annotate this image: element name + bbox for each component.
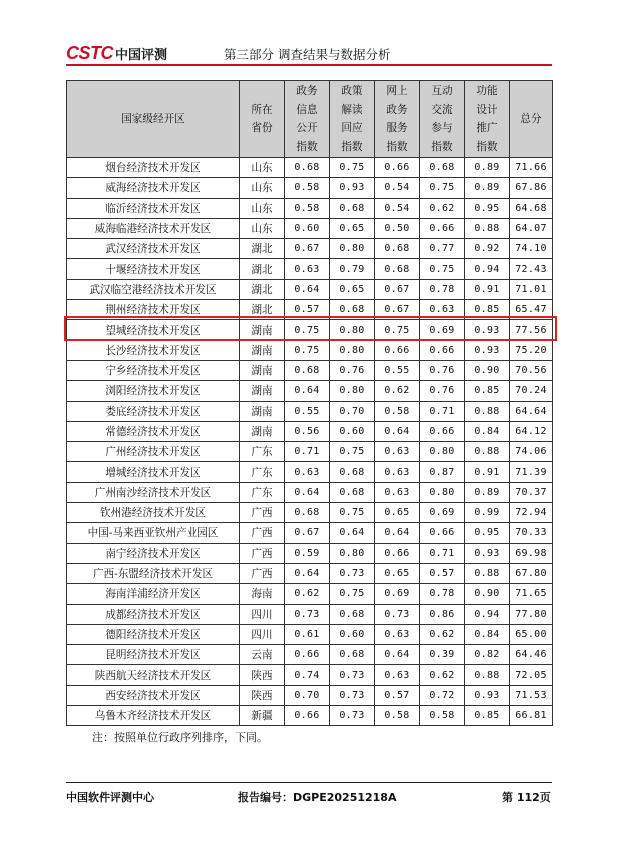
- score-cell: 0.64: [285, 381, 330, 401]
- table-row: [67, 360, 553, 380]
- score-cell: 0.60: [330, 421, 375, 441]
- score-cell: 0.64: [375, 523, 420, 543]
- logo-text: 中国评测: [115, 47, 168, 63]
- zone-name-cell: 武汉临空港经济技术开发区: [67, 279, 240, 299]
- column-header: 政策 解读 回应 指数: [330, 81, 375, 158]
- score-cell: 77.56: [510, 320, 553, 340]
- score-cell: 0.71: [420, 401, 465, 421]
- province-cell: 湖南: [240, 421, 285, 441]
- score-cell: 0.64: [285, 279, 330, 299]
- score-cell: 66.81: [510, 706, 553, 726]
- score-cell: 0.70: [285, 685, 330, 705]
- score-cell: 0.75: [420, 259, 465, 279]
- footer-page-number: 第 112页: [502, 791, 551, 804]
- table-row: [67, 685, 553, 705]
- score-cell: 0.70: [330, 401, 375, 421]
- table-row: [67, 340, 553, 360]
- score-cell: 0.75: [330, 584, 375, 604]
- zone-name-cell: 中国-马来西亚钦州产业园区: [67, 523, 240, 543]
- table-row: [67, 624, 553, 644]
- score-cell: 0.65: [330, 279, 375, 299]
- score-cell: 0.64: [285, 563, 330, 583]
- score-cell: 64.07: [510, 218, 553, 238]
- score-cell: 0.57: [285, 300, 330, 320]
- score-cell: 0.69: [420, 503, 465, 523]
- score-cell: 64.68: [510, 198, 553, 218]
- score-cell: 0.63: [375, 665, 420, 685]
- score-cell: 0.78: [420, 279, 465, 299]
- zone-name-cell: 海南洋浦经济开发区: [67, 584, 240, 604]
- zone-name-cell: 威海临港经济技术开发区: [67, 218, 240, 238]
- score-cell: 0.56: [285, 421, 330, 441]
- zone-name-cell: 望城经济技术开发区: [67, 320, 240, 340]
- province-cell: 湖南: [240, 401, 285, 421]
- province-cell: 陕西: [240, 665, 285, 685]
- zone-name-cell: 常德经济技术开发区: [67, 421, 240, 441]
- score-cell: 0.88: [465, 563, 510, 583]
- score-cell: 0.78: [420, 584, 465, 604]
- score-cell: 72.05: [510, 665, 553, 685]
- score-cell: 0.62: [375, 381, 420, 401]
- score-cell: 67.86: [510, 178, 553, 198]
- zone-name-cell: 西安经济技术开发区: [67, 685, 240, 705]
- score-cell: 0.75: [330, 442, 375, 462]
- score-cell: 0.68: [375, 239, 420, 259]
- score-cell: 0.60: [285, 218, 330, 238]
- table-row: [67, 503, 553, 523]
- province-cell: 广西: [240, 503, 285, 523]
- score-cell: 0.66: [285, 706, 330, 726]
- table-row: [67, 158, 553, 178]
- score-cell: 0.79: [330, 259, 375, 279]
- score-cell: 0.55: [285, 401, 330, 421]
- score-cell: 67.80: [510, 563, 553, 583]
- score-cell: 0.63: [285, 462, 330, 482]
- score-cell: 0.63: [375, 462, 420, 482]
- province-cell: 湖北: [240, 279, 285, 299]
- score-cell: 0.66: [375, 158, 420, 178]
- score-cell: 0.64: [375, 421, 420, 441]
- table-row: [67, 381, 553, 401]
- score-cell: 0.66: [420, 421, 465, 441]
- score-cell: 0.77: [420, 239, 465, 259]
- province-cell: 广西: [240, 543, 285, 563]
- score-cell: 0.65: [375, 563, 420, 583]
- table-row: [67, 482, 553, 502]
- footer-divider: [66, 782, 552, 783]
- score-cell: 64.64: [510, 401, 553, 421]
- score-cell: 0.88: [465, 442, 510, 462]
- footer-report-number: 报告编号：DGPE20251218A: [238, 791, 397, 804]
- column-header: 功能 设计 推广 指数: [465, 81, 510, 158]
- table-row: [67, 239, 553, 259]
- score-cell: 0.63: [285, 259, 330, 279]
- province-cell: 湖南: [240, 320, 285, 340]
- score-cell: 0.80: [330, 239, 375, 259]
- score-cell: 0.88: [465, 401, 510, 421]
- score-cell: 0.62: [285, 584, 330, 604]
- zone-name-cell: 昆明经济技术开发区: [67, 645, 240, 665]
- header-divider: [66, 64, 552, 66]
- score-cell: 65.47: [510, 300, 553, 320]
- score-cell: 0.88: [465, 665, 510, 685]
- score-cell: 0.93: [465, 685, 510, 705]
- score-cell: 0.93: [330, 178, 375, 198]
- score-cell: 0.62: [420, 665, 465, 685]
- province-cell: 四川: [240, 604, 285, 624]
- score-cell: 65.00: [510, 624, 553, 644]
- score-cell: 0.93: [465, 320, 510, 340]
- logo-mark: CSTC: [66, 42, 113, 63]
- score-cell: 0.62: [420, 198, 465, 218]
- score-cell: 0.75: [375, 320, 420, 340]
- score-cell: 0.89: [465, 482, 510, 502]
- score-cell: 0.50: [375, 218, 420, 238]
- score-cell: 0.63: [375, 482, 420, 502]
- score-cell: 0.85: [465, 706, 510, 726]
- score-cell: 0.95: [465, 198, 510, 218]
- zone-name-cell: 广西-东盟经济技术开发区: [67, 563, 240, 583]
- score-cell: 0.64: [330, 523, 375, 543]
- score-cell: 0.73: [330, 706, 375, 726]
- score-cell: 0.68: [330, 300, 375, 320]
- table-header-row: [67, 81, 553, 158]
- province-cell: 云南: [240, 645, 285, 665]
- score-cell: 0.68: [285, 360, 330, 380]
- score-cell: 0.73: [330, 563, 375, 583]
- score-cell: 0.75: [330, 158, 375, 178]
- province-cell: 广西: [240, 563, 285, 583]
- province-cell: 湖北: [240, 259, 285, 279]
- score-cell: 0.67: [375, 300, 420, 320]
- score-cell: 0.86: [420, 604, 465, 624]
- score-cell: 0.76: [330, 360, 375, 380]
- table-row: [67, 604, 553, 624]
- score-cell: 0.68: [330, 198, 375, 218]
- column-header: 国家级经开区: [67, 81, 240, 158]
- score-cell: 0.88: [465, 218, 510, 238]
- score-cell: 69.98: [510, 543, 553, 563]
- province-cell: 湖北: [240, 300, 285, 320]
- score-cell: 0.57: [375, 685, 420, 705]
- score-cell: 0.91: [465, 462, 510, 482]
- zone-name-cell: 娄底经济技术开发区: [67, 401, 240, 421]
- score-cell: 0.65: [375, 503, 420, 523]
- table-row: [67, 645, 553, 665]
- table-row: [67, 584, 553, 604]
- score-cell: 0.76: [420, 381, 465, 401]
- score-cell: 70.37: [510, 482, 553, 502]
- score-cell: 0.67: [375, 279, 420, 299]
- table-body: [67, 158, 553, 726]
- score-cell: 0.68: [330, 482, 375, 502]
- zone-name-cell: 德阳经济技术开发区: [67, 624, 240, 644]
- score-cell: 0.68: [285, 503, 330, 523]
- table-row: [67, 198, 553, 218]
- zone-name-cell: 浏阳经济技术开发区: [67, 381, 240, 401]
- score-cell: 0.89: [465, 158, 510, 178]
- score-cell: 75.20: [510, 340, 553, 360]
- score-cell: 0.76: [420, 360, 465, 380]
- province-cell: 山东: [240, 178, 285, 198]
- score-cell: 0.69: [420, 320, 465, 340]
- score-cell: 0.54: [375, 178, 420, 198]
- score-cell: 0.68: [330, 462, 375, 482]
- table-row: [67, 178, 553, 198]
- score-cell: 0.80: [420, 482, 465, 502]
- table-row: [67, 706, 553, 726]
- score-cell: 72.43: [510, 259, 553, 279]
- score-cell: 74.06: [510, 442, 553, 462]
- table-row: [67, 442, 553, 462]
- score-cell: 0.80: [330, 543, 375, 563]
- score-cell: 0.64: [285, 482, 330, 502]
- score-cell: 0.85: [465, 300, 510, 320]
- score-cell: 0.66: [420, 340, 465, 360]
- province-cell: 湖南: [240, 340, 285, 360]
- column-header: 网上 政务 服务 指数: [375, 81, 420, 158]
- province-cell: 四川: [240, 624, 285, 644]
- score-cell: 0.90: [465, 360, 510, 380]
- table-row: [67, 462, 553, 482]
- score-cell: 0.64: [375, 645, 420, 665]
- table-row: [67, 523, 553, 543]
- score-cell: 0.82: [465, 645, 510, 665]
- score-cell: 0.80: [330, 340, 375, 360]
- zone-name-cell: 威海经济技术开发区: [67, 178, 240, 198]
- zone-name-cell: 广州南沙经济技术开发区: [67, 482, 240, 502]
- table-row: [67, 279, 553, 299]
- province-cell: 广东: [240, 462, 285, 482]
- score-cell: 0.85: [465, 381, 510, 401]
- score-cell: 0.95: [465, 523, 510, 543]
- logo: [66, 44, 167, 62]
- province-cell: 广东: [240, 482, 285, 502]
- score-cell: 0.58: [375, 706, 420, 726]
- table-row: [67, 421, 553, 441]
- province-cell: 山东: [240, 198, 285, 218]
- score-cell: 0.69: [375, 584, 420, 604]
- score-cell: 70.24: [510, 381, 553, 401]
- column-header: 互动 交流 参与 指数: [420, 81, 465, 158]
- score-cell: 0.93: [465, 340, 510, 360]
- score-cell: 64.46: [510, 645, 553, 665]
- zone-name-cell: 武汉经济技术开发区: [67, 239, 240, 259]
- score-cell: 0.94: [465, 604, 510, 624]
- column-header: 政务 信息 公开 指数: [285, 81, 330, 158]
- score-cell: 0.90: [465, 584, 510, 604]
- table-row: [67, 401, 553, 421]
- footer-org: 中国软件评测中心: [66, 791, 154, 804]
- province-cell: 陕西: [240, 685, 285, 705]
- score-cell: 0.68: [420, 158, 465, 178]
- score-cell: 0.72: [420, 685, 465, 705]
- province-cell: 广东: [240, 442, 285, 462]
- zone-name-cell: 钦州港经济技术开发区: [67, 503, 240, 523]
- section-title: 第三部分 调查结果与数据分析: [224, 47, 391, 62]
- table-row: [67, 259, 553, 279]
- score-cell: 0.73: [330, 665, 375, 685]
- score-cell: 0.75: [330, 503, 375, 523]
- score-cell: 0.80: [330, 381, 375, 401]
- score-cell: 0.66: [285, 645, 330, 665]
- score-cell: 70.56: [510, 360, 553, 380]
- score-cell: 0.87: [420, 462, 465, 482]
- zone-name-cell: 长沙经济技术开发区: [67, 340, 240, 360]
- table-note: 注：按照单位行政序列排序，下同。: [92, 731, 268, 744]
- score-cell: 0.39: [420, 645, 465, 665]
- score-cell: 0.58: [285, 198, 330, 218]
- score-cell: 0.73: [285, 604, 330, 624]
- score-cell: 0.61: [285, 624, 330, 644]
- score-cell: 0.63: [375, 442, 420, 462]
- score-cell: 71.01: [510, 279, 553, 299]
- score-cell: 0.84: [465, 624, 510, 644]
- score-cell: 0.75: [420, 178, 465, 198]
- score-cell: 0.94: [465, 259, 510, 279]
- score-cell: 0.57: [420, 563, 465, 583]
- table-row: [67, 218, 553, 238]
- score-cell: 0.74: [285, 665, 330, 685]
- score-cell: 0.75: [285, 320, 330, 340]
- score-cell: 74.10: [510, 239, 553, 259]
- score-cell: 0.66: [375, 543, 420, 563]
- score-cell: 0.60: [330, 624, 375, 644]
- score-cell: 0.58: [285, 178, 330, 198]
- province-cell: 湖北: [240, 239, 285, 259]
- zone-name-cell: 增城经济技术开发区: [67, 462, 240, 482]
- score-cell: 71.66: [510, 158, 553, 178]
- score-cell: 0.63: [420, 300, 465, 320]
- province-cell: 山东: [240, 218, 285, 238]
- score-cell: 0.73: [375, 604, 420, 624]
- score-cell: 0.67: [285, 523, 330, 543]
- score-cell: 70.33: [510, 523, 553, 543]
- score-cell: 0.73: [330, 685, 375, 705]
- zone-name-cell: 十堰经济技术开发区: [67, 259, 240, 279]
- column-header: 所在 省份: [240, 81, 285, 158]
- score-cell: 0.66: [420, 218, 465, 238]
- zone-name-cell: 宁乡经济技术开发区: [67, 360, 240, 380]
- score-cell: 0.68: [285, 158, 330, 178]
- score-cell: 71.39: [510, 462, 553, 482]
- score-cell: 0.80: [330, 320, 375, 340]
- zone-name-cell: 荆州经济技术开发区: [67, 300, 240, 320]
- score-cell: 0.99: [465, 503, 510, 523]
- score-cell: 71.65: [510, 584, 553, 604]
- score-cell: 0.93: [465, 543, 510, 563]
- score-cell: 0.71: [420, 543, 465, 563]
- highlight-box: [64, 316, 557, 341]
- table-row: [67, 543, 553, 563]
- province-cell: 山东: [240, 158, 285, 178]
- score-cell: 72.94: [510, 503, 553, 523]
- zone-name-cell: 南宁经济技术开发区: [67, 543, 240, 563]
- score-cell: 0.80: [420, 442, 465, 462]
- province-cell: 新疆: [240, 706, 285, 726]
- province-cell: 湖南: [240, 360, 285, 380]
- score-cell: 0.91: [465, 279, 510, 299]
- score-cell: 0.68: [330, 604, 375, 624]
- province-cell: 湖南: [240, 381, 285, 401]
- score-cell: 0.63: [375, 624, 420, 644]
- zone-name-cell: 陕西航天经济技术开发区: [67, 665, 240, 685]
- score-cell: 0.62: [420, 624, 465, 644]
- table-row: [67, 665, 553, 685]
- score-cell: 0.55: [375, 360, 420, 380]
- score-cell: 0.58: [375, 401, 420, 421]
- province-cell: 海南: [240, 584, 285, 604]
- zone-name-cell: 乌鲁木齐经济技术开发区: [67, 706, 240, 726]
- zone-name-cell: 广州经济技术开发区: [67, 442, 240, 462]
- score-cell: 71.53: [510, 685, 553, 705]
- score-cell: 0.68: [375, 259, 420, 279]
- score-cell: 0.84: [465, 421, 510, 441]
- column-header: 总分: [510, 81, 553, 158]
- province-cell: 广西: [240, 523, 285, 543]
- score-cell: 0.66: [420, 523, 465, 543]
- score-cell: 0.92: [465, 239, 510, 259]
- zone-name-cell: 成都经济技术开发区: [67, 604, 240, 624]
- score-cell: 0.89: [465, 178, 510, 198]
- score-cell: 0.54: [375, 198, 420, 218]
- score-cell: 0.66: [375, 340, 420, 360]
- table-row: [67, 563, 553, 583]
- score-cell: 0.71: [285, 442, 330, 462]
- score-cell: 0.65: [330, 218, 375, 238]
- score-cell: 64.12: [510, 421, 553, 441]
- score-cell: 0.68: [330, 645, 375, 665]
- zone-name-cell: 临沂经济技术开发区: [67, 198, 240, 218]
- score-cell: 0.58: [420, 706, 465, 726]
- score-cell: 77.80: [510, 604, 553, 624]
- score-table: [66, 80, 553, 726]
- zone-name-cell: 烟台经济技术开发区: [67, 158, 240, 178]
- score-cell: 0.75: [285, 340, 330, 360]
- score-cell: 0.59: [285, 543, 330, 563]
- score-cell: 0.67: [285, 239, 330, 259]
